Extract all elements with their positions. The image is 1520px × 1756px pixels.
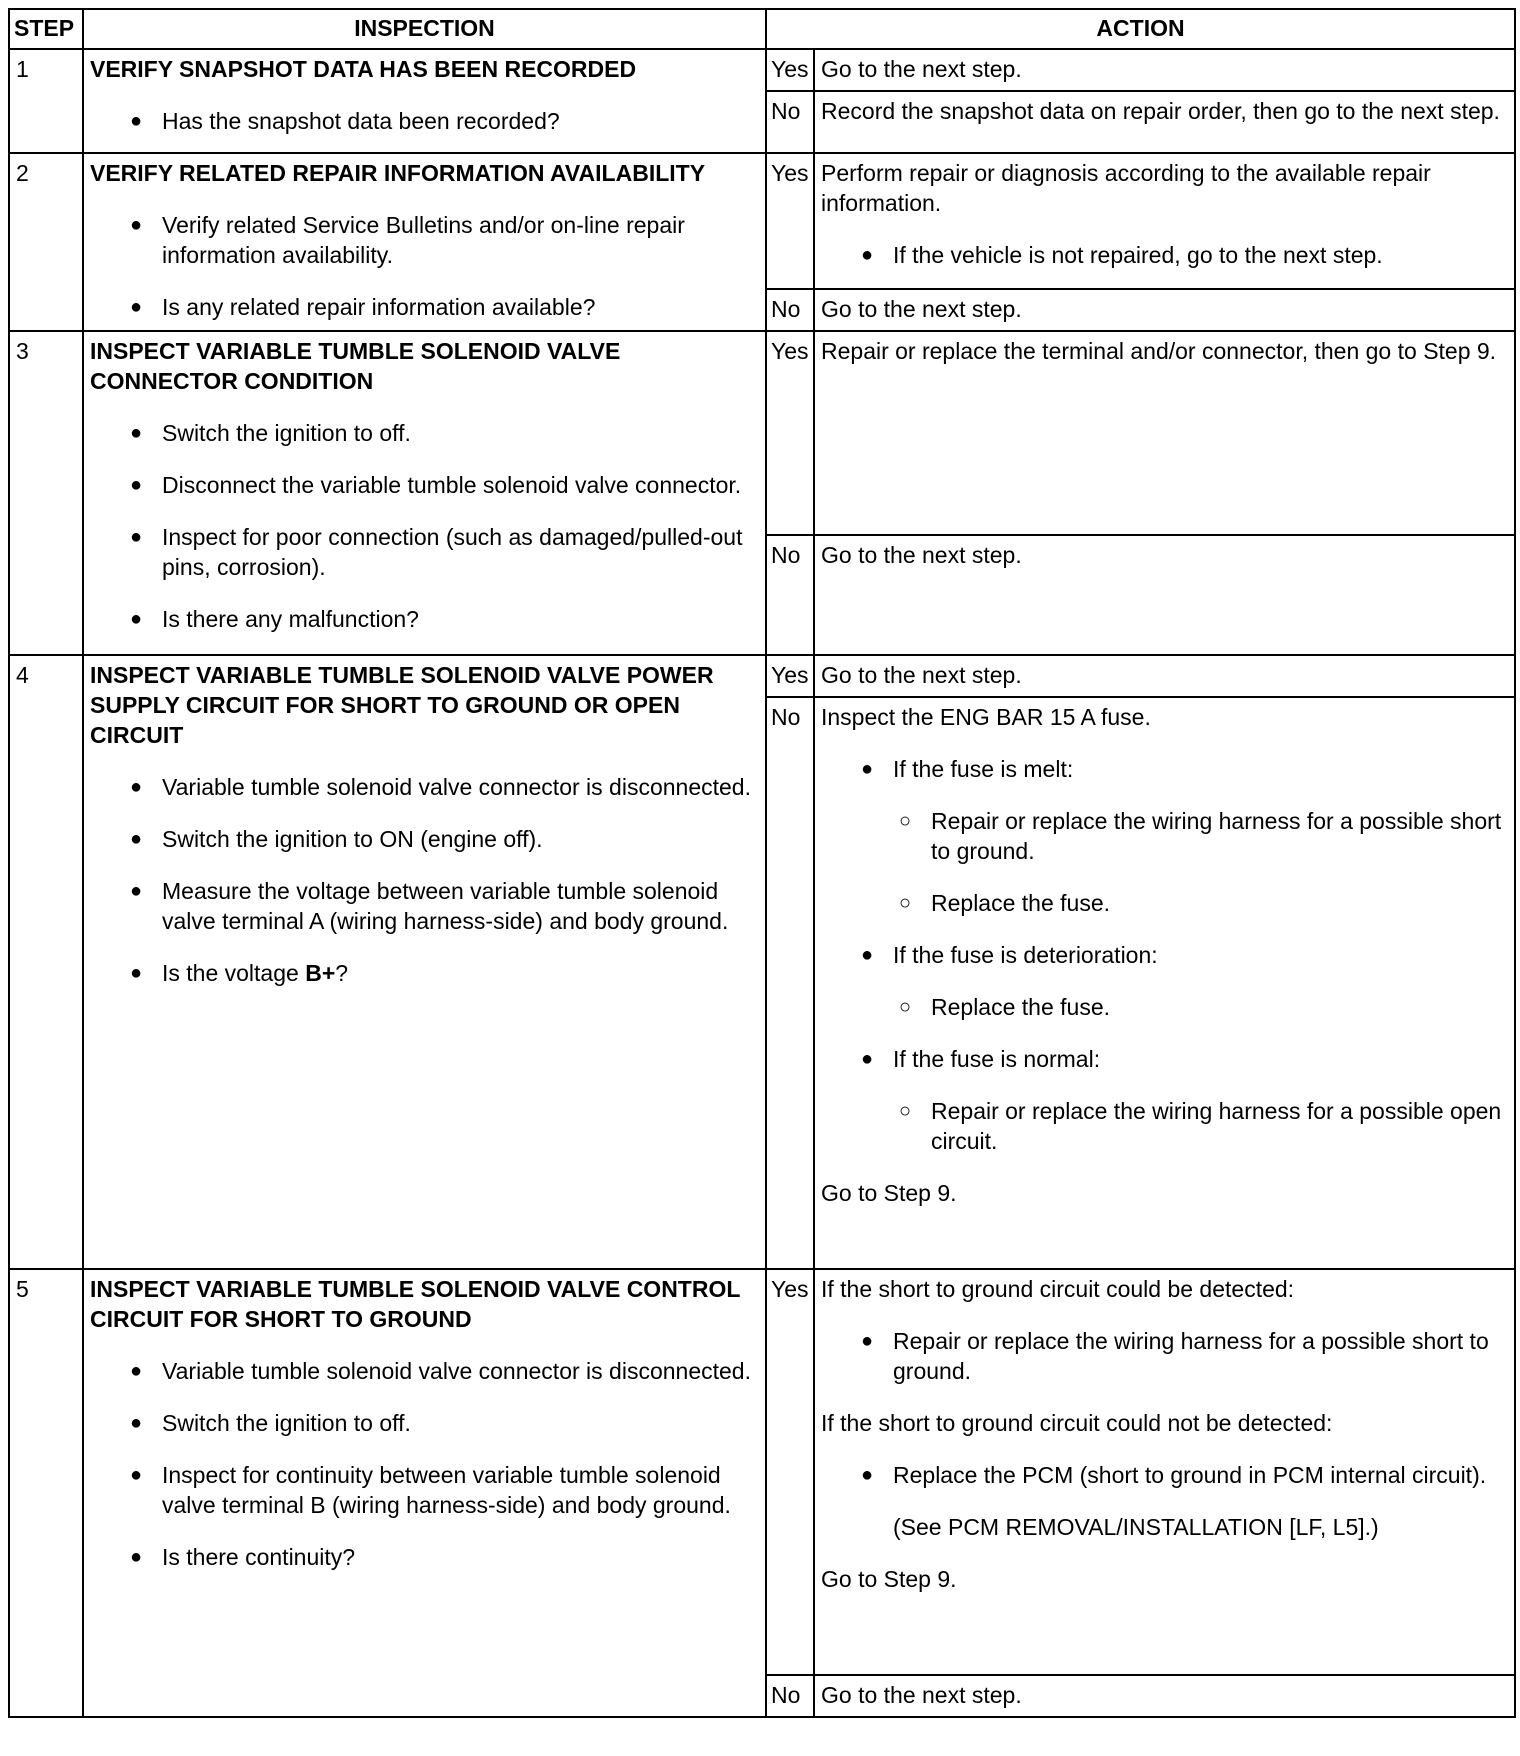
action-bullet: ● If the fuse is deterioration: bbox=[861, 942, 1158, 968]
inspection-bullet: ● Is any related repair information available? bbox=[130, 294, 596, 320]
action-sub-bullet: ○ Replace the fuse. bbox=[899, 890, 1111, 916]
bullet-icon: ● bbox=[130, 214, 143, 236]
action-bullet: ● Repair or replace the wiring harness for a possible short to ground. bbox=[861, 1328, 1489, 1384]
step-number: 5 bbox=[9, 1269, 83, 1717]
inspection-bullet: ● Switch the ignition to off. bbox=[130, 1410, 411, 1436]
step-2-yes-row bbox=[9, 153, 1515, 289]
inspection-bullet: ● Switch the ignition to ON (engine off). bbox=[130, 826, 543, 852]
yes-action: Perform repair or diagnosis according to the available repair information. ● If the vehicle is not repaired, go to the next step. bbox=[814, 153, 1515, 289]
yes-action: If the short to ground circuit could be detected: ● Repair or replace the wiring harness for a possible short to ground. If the short to ground circuit could not be detected: ● Replace the PCM (short to ground in PCM internal circuit). (See PCM REMOVAL/INSTALLATION [LF, L5].) Go to Step 9. bbox=[814, 1269, 1515, 1675]
inspection-bullet: ● Switch the ignition to off. bbox=[130, 420, 411, 446]
step-5-inspection bbox=[83, 1269, 766, 1717]
step-4-inspection bbox=[83, 655, 766, 1269]
yes-action: Repair or replace the terminal and/or connector, then go to Step 9. bbox=[814, 331, 1515, 535]
circle-bullet-icon: ○ bbox=[899, 996, 912, 1018]
bullet-icon: ● bbox=[130, 296, 143, 318]
bullet-icon: ● bbox=[861, 1464, 874, 1486]
header-row bbox=[9, 9, 1515, 49]
bullet-icon: ● bbox=[130, 880, 143, 902]
circle-bullet-icon: ○ bbox=[899, 892, 912, 914]
inspection-bullet: ● Is there any malfunction? bbox=[130, 606, 419, 632]
action-sub-bullet: ○ Repair or replace the wiring harness for a possible open circuit. bbox=[899, 1098, 1502, 1154]
step-title: VERIFY SNAPSHOT DATA HAS BEEN RECORDED bbox=[90, 56, 637, 82]
step-number: 4 bbox=[9, 655, 83, 1269]
step-number: 2 bbox=[9, 153, 83, 331]
action-bullet: ● Replace the PCM (short to ground in PCM internal circuit). bbox=[861, 1462, 1487, 1488]
inspection-bullet: ● Variable tumble solenoid valve connector is disconnected. bbox=[130, 1358, 751, 1384]
bullet-icon: ● bbox=[130, 776, 143, 798]
action-header: ACTION bbox=[766, 9, 1515, 49]
yes-label: Yes bbox=[766, 655, 814, 697]
bullet-icon: ● bbox=[130, 1546, 143, 1568]
action-sub-bullet: ○ Replace the fuse. bbox=[899, 994, 1111, 1020]
reference-note: (See PCM REMOVAL/INSTALLATION [LF, L5].) bbox=[893, 1514, 1379, 1540]
no-action: Go to the next step. bbox=[814, 289, 1515, 331]
step-5-yes-row bbox=[9, 1269, 1515, 1675]
no-action: Go to the next step. bbox=[814, 535, 1515, 655]
step-1-inspection bbox=[83, 49, 766, 153]
step-number: 1 bbox=[9, 49, 83, 153]
no-action: Go to the next step. bbox=[814, 1675, 1515, 1717]
step-title: INSPECT VARIABLE TUMBLE SOLENOID VALVE CONNECTOR CONDITION bbox=[90, 338, 621, 394]
bullet-icon: ● bbox=[130, 828, 143, 850]
inspection-bullet: ● Has the snapshot data been recorded? bbox=[130, 108, 560, 134]
no-action: Record the snapshot data on repair order, then go to the next step. bbox=[814, 91, 1515, 153]
bullet-icon: ● bbox=[130, 422, 143, 444]
no-label: No bbox=[766, 1675, 814, 1717]
step-title: INSPECT VARIABLE TUMBLE SOLENOID VALVE POWER SUPPLY CIRCUIT FOR SHORT TO GROUND OR OPEN CIRCUIT bbox=[90, 662, 714, 748]
no-label: No bbox=[766, 535, 814, 655]
bullet-icon: ● bbox=[130, 1360, 143, 1382]
inspection-bullet: ● Measure the voltage between variable tumble solenoid valve terminal A (wiring harness-side) and body ground. bbox=[130, 878, 729, 934]
no-label: No bbox=[766, 697, 814, 1269]
bullet-icon: ● bbox=[861, 758, 874, 780]
inspection-bullet: ● Is there continuity? bbox=[130, 1544, 356, 1570]
yes-label: Yes bbox=[766, 331, 814, 535]
diagnostic-table bbox=[8, 8, 1516, 1718]
bullet-icon: ● bbox=[861, 944, 874, 966]
yes-action: Go to the next step. bbox=[814, 655, 1515, 697]
inspection-bullet: ● Is the voltage B+? bbox=[130, 960, 349, 986]
bullet-icon: ● bbox=[130, 474, 143, 496]
step-1-yes-row bbox=[9, 49, 1515, 91]
step-title: VERIFY RELATED REPAIR INFORMATION AVAILABILITY bbox=[90, 160, 706, 186]
circle-bullet-icon: ○ bbox=[899, 810, 912, 832]
yes-label: Yes bbox=[766, 49, 814, 91]
step-3-yes-row bbox=[9, 331, 1515, 535]
yes-label: Yes bbox=[766, 1269, 814, 1675]
inspection-bullet: ● Verify related Service Bulletins and/or on-line repair information availability. bbox=[130, 212, 685, 268]
step-3-inspection bbox=[83, 331, 766, 655]
bullet-icon: ● bbox=[130, 110, 143, 132]
step-title: INSPECT VARIABLE TUMBLE SOLENOID VALVE CONTROL CIRCUIT FOR SHORT TO GROUND bbox=[90, 1276, 740, 1332]
action-bullet: ● If the vehicle is not repaired, go to the next step. bbox=[861, 242, 1383, 268]
yes-action: Go to the next step. bbox=[814, 49, 1515, 91]
bullet-icon: ● bbox=[861, 1330, 874, 1352]
step-number: 3 bbox=[9, 331, 83, 655]
inspection-bullet: ● Disconnect the variable tumble solenoid valve connector. bbox=[130, 472, 742, 498]
bullet-icon: ● bbox=[130, 1464, 143, 1486]
step-4-yes-row bbox=[9, 655, 1515, 697]
inspection-bullet: ● Variable tumble solenoid valve connector is disconnected. bbox=[130, 774, 751, 800]
action-bullet: ● If the fuse is normal: bbox=[861, 1046, 1101, 1072]
step-2-inspection bbox=[83, 153, 766, 331]
action-bullet: ● If the fuse is melt: bbox=[861, 756, 1074, 782]
no-label: No bbox=[766, 91, 814, 153]
inspection-bullet: ● Inspect for continuity between variable tumble solenoid valve terminal B (wiring harness-side) and body ground. bbox=[130, 1462, 731, 1518]
bullet-icon: ● bbox=[130, 526, 143, 548]
no-action: Inspect the ENG BAR 15 A fuse. ● If the fuse is melt: ○ Repair or replace the wiring harness for a possible short to ground. ○ Replace the fuse. ● If the fuse is deterioration: ○ Replace the fuse. ● If the fuse is normal: ○ Repair or replace the wiring harness for a possible open circuit. Go to Step 9. bbox=[814, 697, 1515, 1269]
step-header: STEP bbox=[9, 9, 83, 49]
circle-bullet-icon: ○ bbox=[899, 1100, 912, 1122]
inspection-header: INSPECTION bbox=[83, 9, 766, 49]
bullet-icon: ● bbox=[861, 1048, 874, 1070]
action-sub-bullet: ○ Repair or replace the wiring harness for a possible short to ground. bbox=[899, 808, 1502, 864]
inspection-bullet: ● Inspect for poor connection (such as damaged/pulled-out pins, corrosion). bbox=[130, 524, 743, 580]
bullet-icon: ● bbox=[130, 1412, 143, 1434]
bullet-icon: ● bbox=[861, 244, 874, 266]
yes-label: Yes bbox=[766, 153, 814, 289]
bullet-icon: ● bbox=[130, 962, 143, 984]
no-label: No bbox=[766, 289, 814, 331]
bullet-icon: ● bbox=[130, 608, 143, 630]
